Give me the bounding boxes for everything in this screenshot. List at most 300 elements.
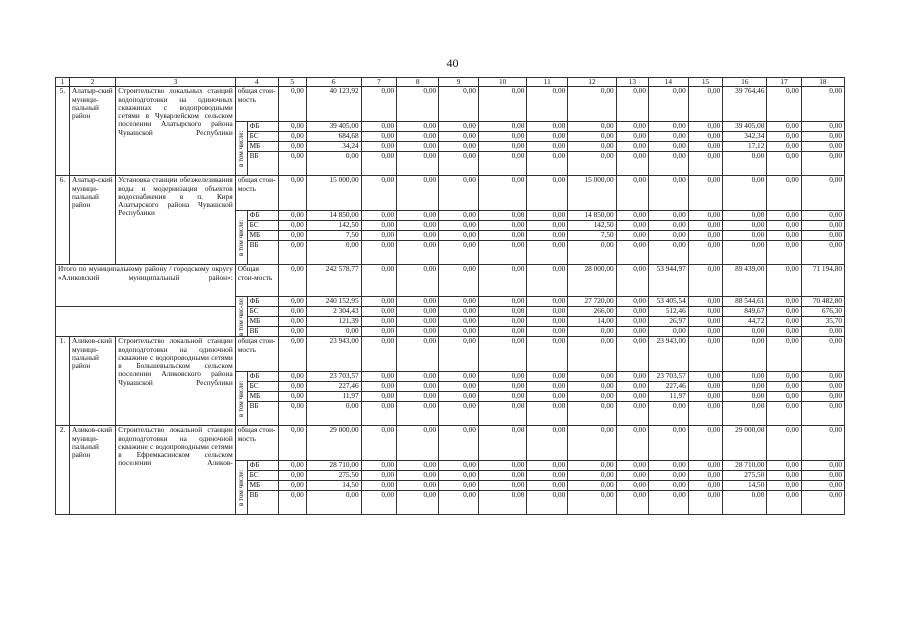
column-number: 2 <box>69 78 115 87</box>
value-cell: 0,00 <box>397 317 439 327</box>
table-row <box>56 87 845 122</box>
value-cell: 0,00 <box>568 392 616 402</box>
value-cell: 0,00 <box>616 382 648 392</box>
value-cell: 0,00 <box>397 265 439 297</box>
value-cell: 0,00 <box>616 297 648 307</box>
value-cell: 0,00 <box>616 372 648 382</box>
funding-source-label: ВБ <box>247 491 278 515</box>
value-cell: 0,00 <box>648 132 688 142</box>
value-cell: 0,00 <box>568 471 616 481</box>
value-cell: 0,00 <box>478 241 526 265</box>
value-cell: 0,00 <box>278 372 306 382</box>
value-cell: 71 194,80 <box>801 265 844 297</box>
value-cell: 0,00 <box>616 402 648 426</box>
value-cell: 0,00 <box>648 426 688 461</box>
value-cell: 0,00 <box>767 461 801 471</box>
value-cell: 0,00 <box>478 461 526 471</box>
column-number: 9 <box>439 78 479 87</box>
including-label: в том чис-ле: <box>237 297 246 337</box>
value-cell: 0,00 <box>616 132 648 142</box>
value-cell: 0,00 <box>688 241 722 265</box>
value-cell: 0,00 <box>527 87 568 122</box>
value-cell: 0,00 <box>767 221 801 231</box>
value-cell: 0,00 <box>527 241 568 265</box>
value-cell: 0,00 <box>397 402 439 426</box>
column-number: 13 <box>616 78 648 87</box>
value-cell: 0,00 <box>801 176 844 211</box>
value-cell: 0,00 <box>278 221 306 231</box>
value-cell: 0,00 <box>723 337 767 372</box>
value-cell: 0,00 <box>568 132 616 142</box>
value-cell: 0,00 <box>801 471 844 481</box>
value-cell: 0,00 <box>478 402 526 426</box>
row-number: 6. <box>56 176 70 265</box>
value-cell: 0,00 <box>688 211 722 221</box>
value-cell: 0,00 <box>688 392 722 402</box>
value-cell: 0,00 <box>278 152 306 176</box>
value-cell: 0,00 <box>648 176 688 211</box>
value-cell: 0,00 <box>439 297 479 307</box>
value-cell: 0,00 <box>439 221 479 231</box>
value-cell: 0,00 <box>397 122 439 132</box>
value-cell: 0,00 <box>361 471 397 481</box>
value-cell: 0,00 <box>439 317 479 327</box>
value-cell: 0,00 <box>723 211 767 221</box>
value-cell: 0,00 <box>801 122 844 132</box>
value-cell: 266,00 <box>568 307 616 317</box>
value-cell: 0,00 <box>688 231 722 241</box>
value-cell: 0,00 <box>801 142 844 152</box>
value-cell: 0,00 <box>439 211 479 221</box>
value-cell: 0,00 <box>527 471 568 481</box>
value-cell: 7,50 <box>306 231 361 241</box>
value-cell: 0,00 <box>688 265 722 297</box>
value-cell: 0,00 <box>278 87 306 122</box>
value-cell: 0,00 <box>361 491 397 515</box>
value-cell: 0,00 <box>767 122 801 132</box>
value-cell: 0,00 <box>568 426 616 461</box>
value-cell: 0,00 <box>527 327 568 337</box>
table-body <box>56 78 845 515</box>
value-cell: 0,00 <box>527 461 568 471</box>
total-row <box>56 265 845 297</box>
value-cell: 0,00 <box>616 317 648 327</box>
value-cell: 0,00 <box>767 176 801 211</box>
municipality-cell: Аликов-ский муници-пальный район <box>69 337 115 426</box>
value-cell: 0,00 <box>278 327 306 337</box>
value-cell: 23 703,57 <box>306 372 361 382</box>
value-cell: 0,00 <box>478 392 526 402</box>
value-cell: 15 000,00 <box>306 176 361 211</box>
value-cell: 0,00 <box>723 241 767 265</box>
value-cell: 0,00 <box>361 327 397 337</box>
value-cell: 676,30 <box>801 307 844 317</box>
value-cell: 0,00 <box>688 87 722 122</box>
value-cell: 0,00 <box>568 461 616 471</box>
value-cell: 0,00 <box>568 382 616 392</box>
value-cell: 0,00 <box>767 152 801 176</box>
value-cell: 0,00 <box>688 221 722 231</box>
value-cell: 17,12 <box>723 142 767 152</box>
value-cell: 0,00 <box>527 317 568 327</box>
value-cell: 0,00 <box>767 327 801 337</box>
value-cell: 0,00 <box>688 132 722 142</box>
value-cell: 0,00 <box>688 337 722 372</box>
value-cell: 27 720,00 <box>568 297 616 307</box>
value-cell: 0,00 <box>278 307 306 317</box>
value-cell: 0,00 <box>439 471 479 481</box>
funding-source-label: БС <box>247 132 278 142</box>
value-cell: 0,00 <box>688 372 722 382</box>
value-cell: 0,00 <box>361 392 397 402</box>
value-cell: 0,00 <box>688 297 722 307</box>
column-number: 7 <box>361 78 397 87</box>
value-cell: 0,00 <box>616 471 648 481</box>
value-cell: 0,00 <box>306 152 361 176</box>
value-cell: 2 304,43 <box>306 307 361 317</box>
value-cell: 0,00 <box>688 122 722 132</box>
value-cell: 0,00 <box>568 122 616 132</box>
value-cell: 0,00 <box>767 481 801 491</box>
value-cell: 44,72 <box>723 317 767 327</box>
value-cell: 0,00 <box>527 491 568 515</box>
column-number: 18 <box>801 78 844 87</box>
value-cell: 0,00 <box>397 382 439 392</box>
funding-source-label: ВБ <box>247 402 278 426</box>
value-cell: 0,00 <box>616 392 648 402</box>
value-cell: 53 944,97 <box>648 265 688 297</box>
value-cell: 240 152,95 <box>306 297 361 307</box>
value-cell: 0,00 <box>397 221 439 231</box>
value-cell: 23 943,00 <box>306 337 361 372</box>
value-cell: 11,97 <box>648 392 688 402</box>
value-cell: 0,00 <box>767 307 801 317</box>
value-cell: 0,00 <box>801 382 844 392</box>
value-cell: 0,00 <box>688 142 722 152</box>
value-cell: 0,00 <box>397 461 439 471</box>
value-cell: 0,00 <box>361 122 397 132</box>
value-cell: 0,00 <box>688 307 722 317</box>
value-cell: 0,00 <box>527 426 568 461</box>
value-cell: 0,00 <box>361 241 397 265</box>
value-cell: 0,00 <box>767 297 801 307</box>
value-cell: 0,00 <box>801 402 844 426</box>
value-cell: 0,00 <box>616 461 648 471</box>
row-number: 2. <box>56 426 70 515</box>
value-cell: 0,00 <box>767 402 801 426</box>
value-cell: 28 710,00 <box>306 461 361 471</box>
value-cell: 0,00 <box>397 481 439 491</box>
value-cell: 0,00 <box>616 142 648 152</box>
value-cell: 0,00 <box>648 221 688 231</box>
value-cell: 0,00 <box>568 402 616 426</box>
value-cell: 0,00 <box>527 142 568 152</box>
value-cell: 0,00 <box>278 231 306 241</box>
value-cell: 0,00 <box>723 327 767 337</box>
value-cell: 0,00 <box>361 265 397 297</box>
value-cell: 0,00 <box>616 211 648 221</box>
value-cell: 0,00 <box>616 327 648 337</box>
value-cell: 0,00 <box>397 87 439 122</box>
funding-source-label: МБ <box>247 317 278 327</box>
value-cell: 0,00 <box>361 317 397 327</box>
value-cell: 0,00 <box>648 142 688 152</box>
value-cell: 0,00 <box>478 337 526 372</box>
value-cell: 28 710,00 <box>723 461 767 471</box>
value-cell: 0,00 <box>439 491 479 515</box>
column-number: 8 <box>397 78 439 87</box>
value-cell: 0,00 <box>439 392 479 402</box>
value-cell: 0,00 <box>527 307 568 317</box>
column-number: 6 <box>306 78 361 87</box>
value-cell: 0,00 <box>527 211 568 221</box>
value-cell: 0,00 <box>767 382 801 392</box>
value-cell: 39 764,46 <box>723 87 767 122</box>
value-cell: 0,00 <box>767 471 801 481</box>
value-cell: 0,00 <box>478 307 526 317</box>
value-cell: 0,00 <box>478 221 526 231</box>
value-cell: 0,00 <box>723 491 767 515</box>
value-cell: 0,00 <box>616 337 648 372</box>
project-description: Строительство локальных станций водоподготовки на одиночных скважинах с водопроводными сетями в Чуварлейском сельском поселении Алатырского района Чувашской Республики <box>116 87 235 176</box>
funding-source-label: ФБ <box>247 211 278 221</box>
value-cell: 0,00 <box>527 231 568 241</box>
value-cell: 14 850,00 <box>306 211 361 221</box>
value-cell: 0,00 <box>527 392 568 402</box>
value-cell: 0,00 <box>439 231 479 241</box>
value-cell: 0,00 <box>478 122 526 132</box>
funding-source-label: ВБ <box>247 152 278 176</box>
funding-source-label: МБ <box>247 392 278 402</box>
value-cell: 0,00 <box>397 152 439 176</box>
total-cost-label: общая стои-мость <box>235 87 278 122</box>
column-number: 16 <box>723 78 767 87</box>
value-cell: 0,00 <box>361 132 397 142</box>
value-cell: 0,00 <box>361 481 397 491</box>
value-cell: 0,00 <box>616 122 648 132</box>
value-cell: 0,00 <box>688 152 722 176</box>
value-cell: 0,00 <box>767 491 801 515</box>
value-cell: 0,00 <box>397 372 439 382</box>
value-cell: 0,00 <box>648 327 688 337</box>
value-cell: 0,00 <box>397 231 439 241</box>
column-number: 10 <box>478 78 526 87</box>
funding-source-label: ФБ <box>247 297 278 307</box>
funding-source-label: БС <box>247 382 278 392</box>
value-cell: 0,00 <box>801 231 844 241</box>
value-cell: 0,00 <box>767 392 801 402</box>
value-cell: 70 482,80 <box>801 297 844 307</box>
value-cell: 0,00 <box>767 337 801 372</box>
value-cell: 0,00 <box>361 142 397 152</box>
funding-source-label: БС <box>247 221 278 231</box>
value-cell: 0,00 <box>767 211 801 221</box>
value-cell: 0,00 <box>278 132 306 142</box>
value-cell: 0,00 <box>439 307 479 317</box>
value-cell: 0,00 <box>767 142 801 152</box>
value-cell: 0,00 <box>478 132 526 142</box>
column-number: 11 <box>527 78 568 87</box>
column-number: 14 <box>648 78 688 87</box>
value-cell: 0,00 <box>527 481 568 491</box>
value-cell: 0,00 <box>723 382 767 392</box>
value-cell: 0,00 <box>648 402 688 426</box>
total-caption: Итого по муниципальному району / городскому округу «Аликовский муниципальный район»: <box>56 265 236 307</box>
financing-table <box>55 77 845 515</box>
value-cell: 0,00 <box>439 176 479 211</box>
value-cell: 0,00 <box>278 426 306 461</box>
value-cell: 0,00 <box>397 297 439 307</box>
value-cell: 142,50 <box>568 221 616 231</box>
value-cell: 0,00 <box>568 481 616 491</box>
value-cell: 0,00 <box>723 372 767 382</box>
value-cell: 0,00 <box>439 327 479 337</box>
value-cell: 0,00 <box>616 265 648 297</box>
value-cell: 0,00 <box>527 297 568 307</box>
value-cell: 0,00 <box>478 327 526 337</box>
value-cell: 0,00 <box>397 307 439 317</box>
value-cell: 0,00 <box>616 481 648 491</box>
value-cell: 0,00 <box>278 211 306 221</box>
value-cell: 0,00 <box>648 471 688 481</box>
value-cell: 0,00 <box>723 402 767 426</box>
value-cell: 0,00 <box>723 176 767 211</box>
value-cell: 0,00 <box>439 241 479 265</box>
value-cell: 275,50 <box>306 471 361 481</box>
value-cell: 0,00 <box>478 426 526 461</box>
total-cost-label: общая стои-мость <box>235 176 278 211</box>
value-cell: 0,00 <box>478 231 526 241</box>
value-cell: 0,00 <box>361 307 397 317</box>
value-cell: 0,00 <box>478 491 526 515</box>
value-cell: 23 943,00 <box>648 337 688 372</box>
value-cell: 0,00 <box>801 392 844 402</box>
municipality-cell: Алатыр-ский муници-пальный район <box>69 176 115 265</box>
value-cell: 0,00 <box>801 461 844 471</box>
value-cell: 0,00 <box>478 382 526 392</box>
funding-source-label: ВБ <box>247 327 278 337</box>
value-cell: 0,00 <box>278 142 306 152</box>
value-cell: 0,00 <box>801 241 844 265</box>
value-cell: 14,00 <box>568 317 616 327</box>
value-cell: 14 850,00 <box>568 211 616 221</box>
value-cell: 0,00 <box>648 87 688 122</box>
value-cell: 0,00 <box>439 132 479 142</box>
value-cell: 0,00 <box>478 297 526 307</box>
value-cell: 26,97 <box>648 317 688 327</box>
value-cell: 0,00 <box>527 372 568 382</box>
column-number: 15 <box>688 78 722 87</box>
value-cell: 0,00 <box>278 265 306 297</box>
value-cell: 0,00 <box>527 132 568 142</box>
value-cell: 0,00 <box>648 241 688 265</box>
value-cell: 28 000,00 <box>568 265 616 297</box>
value-cell: 0,00 <box>688 402 722 426</box>
value-cell: 0,00 <box>801 152 844 176</box>
value-cell: 0,00 <box>767 132 801 142</box>
value-cell: 0,00 <box>439 152 479 176</box>
value-cell: 11,97 <box>306 392 361 402</box>
value-cell: 0,00 <box>648 461 688 471</box>
project-description: Строительство локальной станции водоподготовки на одиночной скважине с водопроводными сетями в Большевыльском сельском поселении Аликовского района Чувашской Республики <box>116 337 235 426</box>
value-cell: 0,00 <box>527 221 568 231</box>
value-cell: 0,00 <box>616 176 648 211</box>
value-cell: 0,00 <box>648 481 688 491</box>
value-cell: 39 405,00 <box>306 122 361 132</box>
empty-cell <box>56 307 236 337</box>
value-cell: 0,00 <box>648 211 688 221</box>
column-number: 5 <box>278 78 306 87</box>
column-number: 12 <box>568 78 616 87</box>
value-cell: 0,00 <box>801 327 844 337</box>
value-cell: 0,00 <box>278 471 306 481</box>
value-cell: 0,00 <box>361 231 397 241</box>
value-cell: 0,00 <box>616 152 648 176</box>
value-cell: 142,50 <box>306 221 361 231</box>
value-cell: 0,00 <box>397 211 439 221</box>
value-cell: 849,67 <box>723 307 767 317</box>
value-cell: 0,00 <box>478 317 526 327</box>
total-cost-label: общая стои-мость <box>235 337 278 372</box>
funding-source-label: БС <box>247 471 278 481</box>
value-cell: 0,00 <box>361 297 397 307</box>
funding-source-label: ФБ <box>247 372 278 382</box>
value-cell: 0,00 <box>648 152 688 176</box>
value-cell: 0,00 <box>478 372 526 382</box>
value-cell: 0,00 <box>723 231 767 241</box>
funding-source-label: МБ <box>247 481 278 491</box>
value-cell: 0,00 <box>767 265 801 297</box>
page-number: 40 <box>446 56 459 70</box>
value-cell: 40 123,92 <box>306 87 361 122</box>
value-cell: 0,00 <box>527 176 568 211</box>
value-cell: 0,00 <box>801 87 844 122</box>
value-cell: 23 703,57 <box>648 372 688 382</box>
municipality-cell: Аликов-ский муници-пальный район <box>69 426 115 515</box>
value-cell: 0,00 <box>688 491 722 515</box>
total-row <box>56 307 845 317</box>
value-cell: 0,00 <box>688 327 722 337</box>
value-cell: 0,00 <box>568 327 616 337</box>
value-cell: 0,00 <box>478 481 526 491</box>
funding-source-label: БС <box>247 307 278 317</box>
including-label: в том числе: <box>235 461 247 515</box>
value-cell: 0,00 <box>801 372 844 382</box>
value-cell: 0,00 <box>767 372 801 382</box>
value-cell: 0,00 <box>478 265 526 297</box>
value-cell: 0,00 <box>306 241 361 265</box>
value-cell: 0,00 <box>723 221 767 231</box>
value-cell: 0,00 <box>361 211 397 221</box>
value-cell: 15 000,00 <box>568 176 616 211</box>
value-cell: 0,00 <box>527 337 568 372</box>
funding-source-label: МБ <box>247 231 278 241</box>
funding-source-label: ФБ <box>247 122 278 132</box>
value-cell: 684,68 <box>306 132 361 142</box>
value-cell: 0,00 <box>439 402 479 426</box>
value-cell: 0,00 <box>278 392 306 402</box>
value-cell: 0,00 <box>361 87 397 122</box>
value-cell: 29 000,00 <box>723 426 767 461</box>
value-cell: 0,00 <box>361 176 397 211</box>
value-cell: 0,00 <box>568 337 616 372</box>
value-cell: 0,00 <box>397 327 439 337</box>
value-cell: 121,39 <box>306 317 361 327</box>
value-cell: 0,00 <box>478 211 526 221</box>
value-cell: 0,00 <box>801 337 844 372</box>
value-cell: 0,00 <box>723 152 767 176</box>
value-cell: 0,00 <box>767 87 801 122</box>
